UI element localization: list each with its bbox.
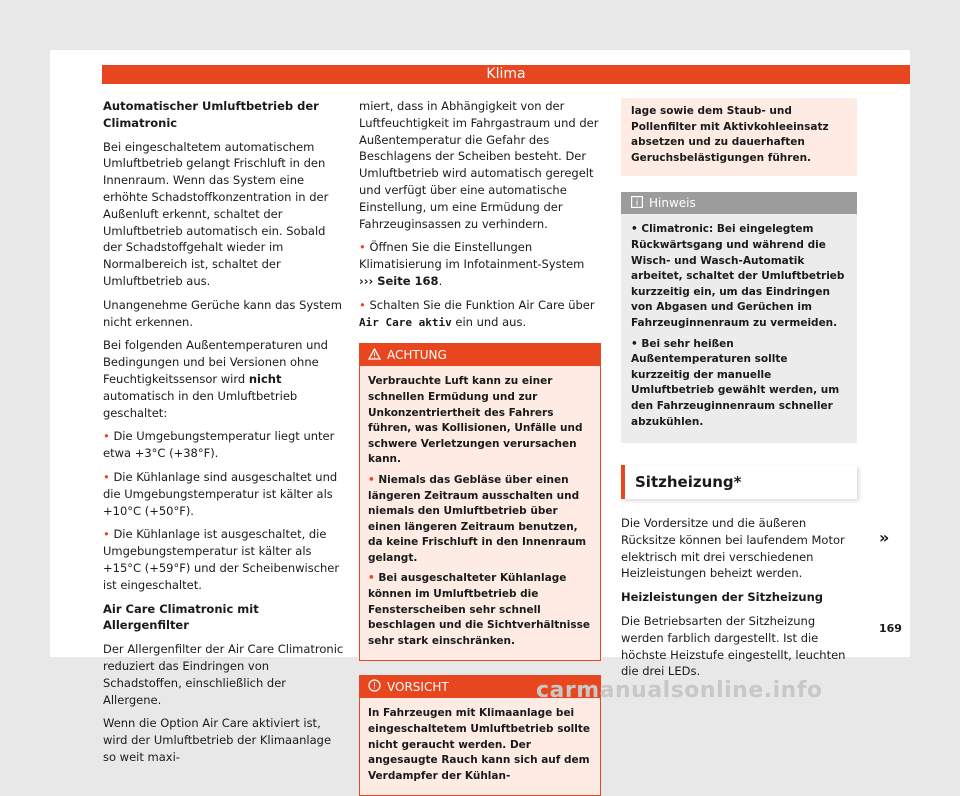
- column-3: [621, 98, 857, 687]
- paragraph: In Fahrzeugen mit Klimaanlage bei eingeschaltetem Umluftbetrieb sollte nicht geraucht werden. Der angesaugte Rauch kann sich auf dem Verdampfer der Kühlan-: [368, 707, 591, 782]
- heading-umluft: Automatischer Umluftbetrieb der Climatronic: [103, 99, 319, 130]
- bullet-item: • Bei ausgeschalteter Kühlanlage können im Umluftbetrieb die Fensterscheiben sehr schnell beschlagen und die Sichtverhältnisse sehr stark einschränken.: [368, 572, 590, 647]
- page-number: 169: [879, 622, 902, 635]
- page-reference-link[interactable]: ››› Seite 168: [359, 273, 439, 288]
- warning-triangle-icon: [368, 345, 381, 367]
- bullet-item: • Die Kühlanlage ist ausgeschaltet, die Umgebungstemperatur ist kälter als +15°C (+59°F) und der Scheibenwischer ist eingeschaltet.: [103, 527, 340, 592]
- paragraph: Die Vordersitze und die äußeren Rücksitze können bei laufendem Motor elektrisch mit drei verschiedenen Heizleistungen beheizt werden.: [621, 516, 845, 581]
- continue-mark: »: [879, 528, 890, 547]
- section-title-sitzheizung: Sitzheizung*: [621, 465, 857, 499]
- info-icon: [631, 193, 643, 215]
- column-1: [103, 98, 345, 773]
- achtung-header: ACHTUNG: [360, 344, 600, 366]
- bullet-item: • Die Kühlanlage sind ausgeschaltet und die Umgebungstemperatur ist kälter als +10°C (+50°F).: [103, 469, 338, 518]
- paragraph: Der Allergenfilter der Air Care Climatronic reduziert das Eindringen von Schadstoffen, einschließlich der Allergene.: [103, 642, 344, 707]
- paragraph: Bei eingeschaltetem automatischem Umluftbetrieb gelangt Frischluft in den Innenraum. Wenn das System eine erhöhte Schadstoffkonzentration in der Außenluft erkennt, schaltet der Umluftbetrieb automatisch ein. Sobald der Schadstoffgehalt wieder im Normalbereich ist, schaltet der Umluftbetrieb aus.: [103, 139, 329, 288]
- paragraph: Die Betriebsarten der Sitzheizung werden farblich dargestellt. Ist die höchste Heizstufe eingestellt, leuchten die drei LEDs.: [621, 614, 846, 679]
- vorsicht-continuation: lage sowie dem Staub- und Pollenfilter mit Aktivkohleeinsatz absetzen und zu dauerhaften Geruchsbelästigungen führen.: [621, 98, 857, 176]
- bullet-item: • Niemals das Gebläse über einen längeren Zeitraum ausschalten und niemals den Umluftbetrieb über einen längeren Zeitraum benutzen, da keine Frischluft in den Innenraum gelangt.: [368, 473, 587, 564]
- heading-air-care: Air Care Climatronic mit Allergenfilter: [103, 601, 259, 633]
- paragraph: Bei folgenden Außentemperaturen und Bedingungen und bei Versionen ohne Feuchtigkeitssensor wird nicht automatisch in den Umluftbetrieb geschaltet:: [103, 338, 328, 420]
- hinweis-header: Hinweis: [621, 192, 857, 214]
- hinweis-box: [621, 192, 857, 443]
- chapter-header: Klima: [102, 65, 910, 84]
- paragraph: Verbrauchte Luft kann zu einer schnellen Ermüdung und zur Unkonzentriertheit des Fahrers führen, was Kollisionen, Unfälle und schwere Verletzungen verursachen kann.: [368, 375, 583, 466]
- bullet-item: • Die Umgebungstemperatur liegt unter etwa +3°C (+38°F).: [103, 429, 335, 461]
- paragraph: Unangenehme Gerüche kann das System nicht erkennen.: [103, 297, 342, 329]
- paragraph: Wenn die Option Air Care aktiviert ist, wird der Umluftbetrieb der Klimaanlage so weit maxi-: [103, 716, 332, 764]
- bullet-item: • Bei sehr heißen Außentemperaturen sollte kurzzeitig der manuelle Umluftbetrieb gewählt werden, um den Fahrzeuginnenraum schneller abzukühlen.: [631, 337, 840, 428]
- menu-option-air-care: Air Care aktiv: [359, 315, 452, 329]
- vorsicht-header: VORSICHT: [360, 676, 600, 698]
- achtung-box: [359, 343, 601, 661]
- bullet-item: • Öffnen Sie die Einstellungen Klimatisierung im Infotainment-System ››› Seite 168.: [359, 240, 585, 288]
- bullet-item: • Schalten Sie die Funktion Air Care über Air Care aktiv ein und aus.: [359, 297, 595, 329]
- info-circle-icon: [368, 677, 381, 699]
- watermark: carmanualsonline.info: [536, 678, 823, 703]
- paragraph: miert, dass in Abhängigkeit von der Luftfeuchtigkeit im Fahrgastraum und der Außentemperatur die Gefahr des Beschlagens der Scheiben besteht. Der Umluftbetrieb wird automatisch geregelt und verfügt über eine automatische Einstellung, um eine Ermüdung der Fahrzeuginsassen zu verhindern.: [359, 99, 599, 231]
- bullet-item: • Climatronic: Bei eingelegtem Rückwärtsgang und während die Wisch- und Wasch-Automatik arbeitet, schaltet der Umluftbetrieb kurzzeitig ein, um das Eindringen von Abgasen und Gerüchen im Fahrzeuginnenraum zu vermeiden.: [631, 223, 845, 329]
- heading-heizleistungen: Heizleistungen der Sitzheizung: [621, 590, 824, 605]
